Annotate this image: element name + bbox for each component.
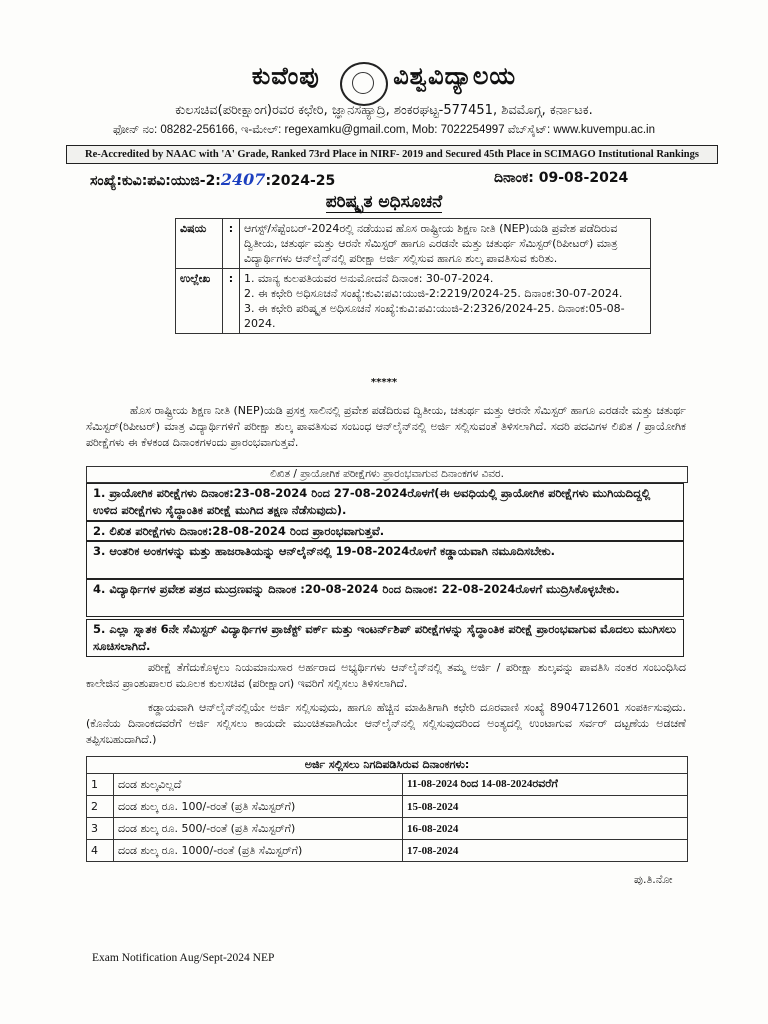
document-title bbox=[0, 192, 768, 212]
fee-row-number: 4 bbox=[87, 840, 114, 862]
schedule-item: 3. ಆಂತರಿಕ ಅಂಕಗಳನ್ನು ಮತ್ತು ಹಾಜರಾತಿಯನ್ನು ಆನ್‌ಲೈನ್‌ನಲ್ಲಿ 19-08-2024ರೊಳಗೆ ಕಡ್ಡಾಯವಾಗಿ ನಮೂದಿಸಬೇಕು. bbox=[86, 541, 684, 579]
subject-row bbox=[176, 219, 651, 269]
subject-colon: : bbox=[223, 219, 240, 269]
handwritten-number: 2407 bbox=[220, 170, 266, 189]
subject-text: ಆಗಸ್ಟ್/ಸೆಪ್ಟೆಂಬರ್-2024ರಲ್ಲಿ ನಡೆಯುವ ಹೊಸ ರಾಷ್ಟ್ರೀಯ ಶಿಕ್ಷಣ ನೀತಿ (NEP)ಯಡಿ ಪ್ರವೇಶ ಪಡೆದಿರುವ ದ್ವಿತೀಯ, ಚತುರ್ಥ ಮತ್ತು ಆರನೇ ಸೆಮಿಸ್ಟರ್ ಹಾಗೂ ಎರಡನೇ ಮತ್ತು ಚತುರ್ಥ ಸೆಮಿಸ್ಟರ್(ರಿಪೀಟರ್) ಮಾತ್ರ ವಿದ್ಯಾರ್ಥಿಗಳು ಆನ್‌ಲೈನ್‌ನಲ್ಲಿ ಪರೀಕ್ಷಾ ಅರ್ಜಿ ಸಲ್ಲಿಸುವ ಹಾಗೂ ಶುಲ್ಕ ಪಾವತಿಸುವ ಕುರಿತು. bbox=[240, 219, 651, 269]
fee-row bbox=[87, 796, 688, 818]
fee-row-date: 16-08-2024 bbox=[403, 818, 688, 840]
reference-item: 2. ಈ ಕಛೇರಿ ಅಧಿಸೂಚನೆ ಸಂಖ್ಯೆ:ಕುವಿ:ಪವಿ:ಯುಜಿ-2:2219/2024-25. ದಿನಾಂಕ:30-07-2024. bbox=[244, 287, 623, 300]
fee-row-date: 15-08-2024 bbox=[403, 796, 688, 818]
fee-row-description: ದಂಡ ಶುಲ್ಕ ರೂ. 100/-ರಂತೆ (ಪ್ರತಿ ಸೆಮಿಸ್ಟರ್‌ಗೆ) bbox=[114, 796, 403, 818]
fee-row-number: 1 bbox=[87, 774, 114, 796]
separator: ***** bbox=[370, 377, 398, 388]
university-name-right: ವಿಶ್ವವಿದ್ಯಾಲಯ bbox=[393, 62, 517, 90]
notice-date: ದಿನಾಂಕ: 09-08-2024 bbox=[494, 170, 629, 186]
subject-table bbox=[175, 218, 651, 334]
fee-row-description: ದಂಡ ಶುಲ್ಕವಿಲ್ಲದೆ bbox=[114, 774, 403, 796]
references-colon: : bbox=[223, 269, 240, 334]
schedule-item: 2. ಲಿಖಿತ ಪರೀಕ್ಷೆಗಳು ದಿನಾಂಕ:28-08-2024 ರಿಂದ ಪ್ರಾರಂಭವಾಗುತ್ತವೆ. bbox=[86, 521, 684, 541]
accreditation-banner: Re-Accredited by NAAC with 'A' Grade, Ranked 73rd Place in NIRF- 2019 and Secured 45th Place in SCIMAGO Institutional Rankings bbox=[66, 145, 718, 164]
schedule-item: 5. ಎಲ್ಲಾ ಸ್ನಾತಕ 6ನೇ ಸೆಮಿಸ್ಟರ್ ವಿದ್ಯಾರ್ಥಿಗಳ ಪ್ರಾಜೆಕ್ಟ್ ವರ್ಕ್ ಮತ್ತು ಇಂಟರ್ನ್‌ಶಿಪ್ ಪರೀಕ್ಷೆಗಳನ್ನು ಸೈದ್ಧಾಂತಿಕ ಪರೀಕ್ಷೆ ಪ್ರಾರಂಭವಾಗುವ ಮೊದಲು ಮುಗಿಸಲು ಸೂಚಿಸಲಾಗಿದೆ. bbox=[86, 619, 684, 657]
fee-table-header-row bbox=[87, 757, 688, 774]
fee-row bbox=[87, 818, 688, 840]
fee-table-heading: ಅರ್ಜಿ ಸಲ್ಲಿಸಲು ನಿಗದಿಪಡಿಸಿರುವ ದಿನಾಂಕಗಳು: bbox=[87, 757, 688, 774]
footer-filename: Exam Notification Aug/Sept-2024 NEP bbox=[92, 952, 275, 964]
fee-row-number: 2 bbox=[87, 796, 114, 818]
submission-paragraph: ಪರೀಕ್ಷೆ ತೆಗೆದುಕೊಳ್ಳಲು ನಿಯಮಾನುಸಾರ ಅರ್ಹರಾದ ಅಭ್ಯರ್ಥಿಗಳು ಆನ್‌ಲೈನ್‌ನಲ್ಲಿ ತಮ್ಮ ಅರ್ಜಿ / ಪರೀಕ್ಷಾ ಶುಲ್ಕವನ್ನು ಪಾವತಿಸಿ ನಂತರ ಸಂಬಂಧಿಸಿದ ಕಾಲೇಜಿನ ಪ್ರಾಂಶುಪಾಲರ ಮೂಲಕ ಕುಲಸಚಿವ (ಪರೀಕ್ಷಾಂಗ) ಇವರಿಗೆ ಸಲ್ಲಿಸಲು ತಿಳಿಸಲಾಗಿದೆ. bbox=[86, 661, 686, 690]
references-list bbox=[240, 269, 651, 334]
reference-prefix: ಸಂಖ್ಯೆ:ಕುವಿ:ಪವಿ:ಯುಜಿ-2: bbox=[90, 173, 221, 189]
university-seal-logo bbox=[340, 62, 388, 106]
fee-row-number: 3 bbox=[87, 818, 114, 840]
online-paragraph: ಕಡ್ಡಾಯವಾಗಿ ಆನ್‌ಲೈನ್‌ನಲ್ಲಿಯೇ ಅರ್ಜಿ ಸಲ್ಲಿಸುವುದು, ಹಾಗೂ ಹೆಚ್ಚಿನ ಮಾಹಿತಿಗಾಗಿ ಕಛೇರಿ ದೂರವಾಣಿ ಸಂಖ್ಯೆ 8904712601 ಸಂಪರ್ಕಿಸುವುದು. (ಕೊನೆಯ ದಿನಾಂಕದವರೆಗೆ ಅರ್ಜಿ ಸಲ್ಲಿಸಲು ಕಾಯದೇ ಮುಂಚಿತವಾಗಿಯೇ ಆನ್‌ಲೈನ್‌ನಲ್ಲಿ ಸಲ್ಲಿಸುವುದರಿಂದ ಅಂತ್ಯದಲ್ಲಿ ಉಂಟಾಗುವ ಸರ್ವರ್ ದಟ್ಟಣೆಯ ಅಡಚಣೆ ತಪ್ಪಿಸಬಹುದಾಗಿದೆ.) bbox=[86, 701, 686, 746]
reference-item: 1. ಮಾನ್ಯ ಕುಲಪತಿಯವರ ಅನುಮೋದನೆ ದಿನಾಂಕ: 30-07-2024. bbox=[244, 272, 494, 285]
office-address: ಕುಲಸಚಿವ(ಪರೀಕ್ಷಾಂಗ)ರವರ ಕಛೇರಿ, ಜ್ಞಾನಸಹ್ಯಾದ್ರಿ, ಶಂಕರಘಟ್ಟ-577451, ಶಿವಮೊಗ್ಗ, ಕರ್ನಾಟಕ. bbox=[175, 103, 593, 118]
fee-row-date: 11-08-2024 ರಿಂದ 14-08-2024ರವರೆಗೆ bbox=[403, 774, 688, 796]
fee-row-description: ದಂಡ ಶುಲ್ಕ ರೂ. 1000/-ರಂತೆ (ಪ್ರತಿ ಸೆಮಿಸ್ಟರ್‌ಗೆ) bbox=[114, 840, 403, 862]
reference-number bbox=[90, 170, 335, 189]
schedule-item: 4. ವಿದ್ಯಾರ್ಥಿಗಳ ಪ್ರವೇಶ ಪತ್ರದ ಮುದ್ರಣವನ್ನು ದಿನಾಂಕ :20-08-2024 ರಿಂದ ದಿನಾಂಕ: 22-08-2024ರೊಳಗೆ ಮುದ್ರಿಸಿಕೊಳ್ಳಬೇಕು. bbox=[86, 579, 684, 617]
intro-paragraph: ಹೊಸ ರಾಷ್ಟ್ರೀಯ ಶಿಕ್ಷಣ ನೀತಿ (NEP)ಯಡಿ ಪ್ರಸಕ್ತ ಸಾಲಿನಲ್ಲಿ ಪ್ರವೇಶ ಪಡೆದಿರುವ ದ್ವಿತೀಯ, ಚತುರ್ಥ ಮತ್ತು ಆರನೇ ಸೆಮಿಸ್ಟರ್ ಹಾಗೂ ಎರಡನೇ ಮತ್ತು ಚತುರ್ಥ ಸೆಮಿಸ್ಟರ್(ರಿಪೀಟರ್) ಮಾತ್ರ ವಿದ್ಯಾರ್ಥಿಗಳಿಗೆ ಪರೀಕ್ಷಾ ಶುಲ್ಕ ಪಾವತಿಸುವ ಸಂಬಂಧ ಆನ್‌ಲೈನ್‌ನಲ್ಲಿ ಅರ್ಜಿ ಸಲ್ಲಿಸುವಂತೆ ತಿಳಿಸಲಾಗಿದೆ. ಸದರಿ ಪದವಿಗಳ ಲಿಖಿತ / ಪ್ರಾಯೋಗಿಕ ಪರೀಕ್ಷೆಗಳು ಈ ಕೆಳಕಂಡ ದಿನಾಂಕಗಳಂದು ಪ್ರಾರಂಭವಾಗುತ್ತವೆ. bbox=[86, 404, 686, 449]
schedule-item: 1. ಪ್ರಾಯೋಗಿಕ ಪರೀಕ್ಷೆಗಳು ದಿನಾಂಕ:23-08-2024 ರಿಂದ 27-08-2024ರೊಳಗೆ(ಈ ಅವಧಿಯಲ್ಲಿ ಪ್ರಾಯೋಗಿಕ ಪರೀಕ್ಷೆಗಳು ಮುಗಿಯದಿದ್ದಲ್ಲಿ ಉಳಿದ ಪರೀಕ್ಷೆಗಳು ಸೈದ್ಧಾಂತಿಕ ಪರೀಕ್ಷೆ ಮುಗಿದ ತಕ್ಷಣ ನೆಡೆಸುವುದು). bbox=[86, 483, 684, 521]
schedule-heading: ಲಿಖಿತ / ಪ್ರಾಯೋಗಿಕ ಪರೀಕ್ಷೆಗಳು ಪ್ರಾರಂಭವಾಗುವ ದಿನಾಂಕಗಳ ವಿವರ. bbox=[86, 466, 688, 483]
university-name-left: ಕುವೆಂಪು bbox=[251, 62, 320, 90]
fee-row-description: ದಂಡ ಶುಲ್ಕ ರೂ. 500/-ರಂತೆ (ಪ್ರತಿ ಸೆಮಿಸ್ಟರ್‌ಗೆ) bbox=[114, 818, 403, 840]
subject-label: ವಿಷಯ bbox=[176, 219, 223, 269]
fee-row-date: 17-08-2024 bbox=[403, 840, 688, 862]
fee-row bbox=[87, 774, 688, 796]
fee-table bbox=[86, 756, 688, 862]
document-title-text: ಪರಿಷ್ಕೃತ ಅಧಿಸೂಚನೆ bbox=[325, 192, 443, 212]
references-label: ಉಲ್ಲೇಖ bbox=[176, 269, 223, 334]
fee-row bbox=[87, 840, 688, 862]
reference-suffix: :2024-25 bbox=[265, 173, 336, 189]
references-row bbox=[176, 269, 651, 334]
reference-item: 3. ಈ ಕಛೇರಿ ಪರಿಷ್ಕೃತ ಅಧಿಸೂಚನೆ ಸಂಖ್ಯೆ:ಕುವಿ:ಪವಿ:ಯುಜಿ-2:2326/2024-25. ದಿನಾಂಕ:05-08-2024. bbox=[244, 302, 625, 330]
contact-details: ಫೋನ್ ನಂ: 08282-256166, ಇ-ಮೇಲ್: regexamku@gmail.com, Mob: 7022254997 ವೆಬ್‌ಸೈಟ್: www.kuvempu.ac.in bbox=[113, 124, 655, 136]
signature-initials: ಪು.ತಿ.ನೋ bbox=[634, 873, 673, 886]
